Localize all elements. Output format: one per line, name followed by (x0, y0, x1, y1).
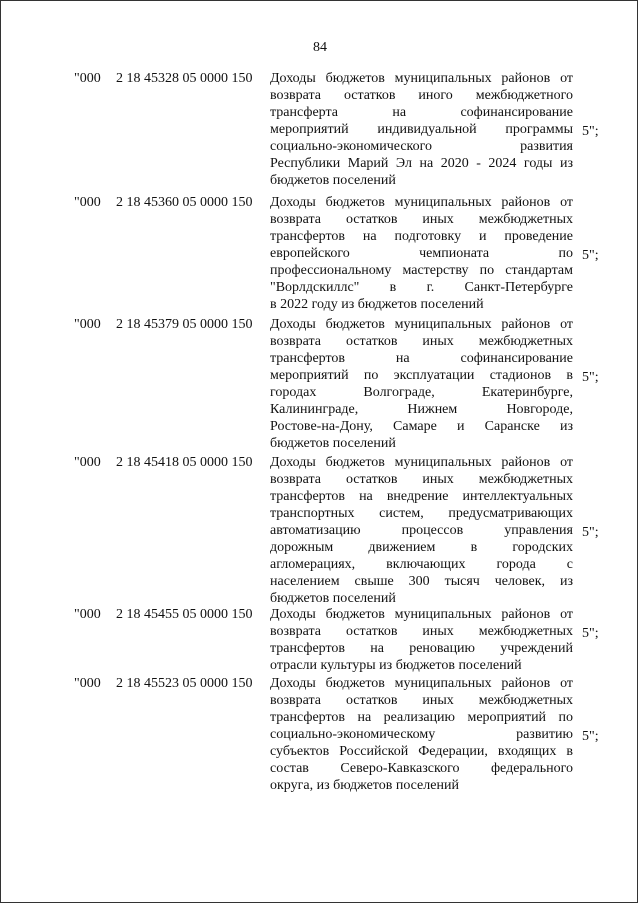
description-line: агломерациях, включающих города с (270, 557, 573, 572)
description-line: округа, из бюджетов поселений (270, 778, 459, 793)
budget-classification-code: 2 18 45455 05 0000 150 (116, 607, 253, 622)
description-line: населением свыше 300 тысяч человек, из (270, 574, 573, 589)
description-line: состав Северо-Кавказского федерального (270, 761, 573, 776)
description-line: дорожным движением в городских (270, 540, 573, 555)
revenue-description (270, 675, 573, 794)
revenue-description (270, 194, 573, 313)
normative-percent: 5"; (582, 626, 599, 641)
budget-classification-code: 2 18 45523 05 0000 150 (116, 676, 253, 691)
description-line: Доходы бюджетов муниципальных районов от (270, 195, 573, 210)
description-line: трансфертов на реновацию учреждений (270, 641, 573, 656)
description-line: мероприятий по эксплуатации стадионов в (270, 368, 573, 383)
description-line: Калининграде, Нижнем Новгороде, (270, 402, 573, 417)
budget-classification-code: 2 18 45379 05 0000 150 (116, 317, 253, 332)
description-line: трансфертов на реализацию мероприятий по (270, 710, 573, 725)
description-line: субъектов Российской Федерации, входящих в (270, 744, 573, 759)
description-line: автоматизацию процессов управления (270, 523, 573, 538)
description-line: в 2022 году из бюджетов поселений (270, 297, 484, 312)
admin-code: "000 (74, 676, 101, 691)
description-line: бюджетов поселений (270, 173, 396, 188)
description-line: бюджетов поселений (270, 591, 396, 606)
admin-code: "000 (74, 455, 101, 470)
description-line: европейского чемпионата по (270, 246, 573, 261)
budget-classification-code: 2 18 45360 05 0000 150 (116, 195, 253, 210)
description-line: профессиональному мастерству по стандартам (270, 263, 573, 278)
description-line: городах Волгограде, Екатеринбурге, (270, 385, 573, 400)
description-line: Доходы бюджетов муниципальных районов от (270, 71, 573, 86)
description-line: возврата остатков иных межбюджетных (270, 624, 573, 639)
description-line: Доходы бюджетов муниципальных районов от (270, 317, 573, 332)
description-line: трансфертов на внедрение интеллектуальных (270, 489, 573, 504)
description-line: "Ворлдскиллс" в г. Санкт-Петербурге (270, 280, 573, 295)
description-line: Доходы бюджетов муниципальных районов от (270, 455, 573, 470)
description-line: трансферта на софинансирование (270, 105, 573, 120)
admin-code: "000 (74, 317, 101, 332)
revenue-description (270, 454, 573, 607)
normative-percent: 5"; (582, 729, 599, 744)
description-line: социально-экономическому развитию (270, 727, 573, 742)
budget-classification-code: 2 18 45418 05 0000 150 (116, 455, 253, 470)
admin-code: "000 (74, 195, 101, 210)
description-line: возврата остатков иного межбюджетного (270, 88, 573, 103)
description-line: трансфертов на подготовку и проведение (270, 229, 573, 244)
revenue-description (270, 316, 573, 452)
admin-code: "000 (74, 607, 101, 622)
description-line: возврата остатков иных межбюджетных (270, 334, 573, 349)
description-line: трансфертов на софинансирование (270, 351, 573, 366)
description-line: Доходы бюджетов муниципальных районов от (270, 607, 573, 622)
description-line: Ростове-на-Дону, Самаре и Саранске из (270, 419, 573, 434)
revenue-description (270, 606, 573, 674)
page-number: 84 (313, 40, 327, 55)
normative-percent: 5"; (582, 124, 599, 139)
description-line: Доходы бюджетов муниципальных районов от (270, 676, 573, 691)
description-line: бюджетов поселений (270, 436, 396, 451)
budget-classification-code: 2 18 45328 05 0000 150 (116, 71, 253, 86)
normative-percent: 5"; (582, 248, 599, 263)
description-line: возврата остатков иных межбюджетных (270, 693, 573, 708)
normative-percent: 5"; (582, 370, 599, 385)
admin-code: "000 (74, 71, 101, 86)
description-line: социально-экономического развития (270, 139, 573, 154)
description-line: возврата остатков иных межбюджетных (270, 212, 573, 227)
description-line: мероприятий индивидуальной программы (270, 122, 573, 137)
description-line: Республики Марий Эл на 2020 - 2024 годы из (270, 156, 573, 171)
description-line: транспортных систем, предусматривающих (270, 506, 573, 521)
description-line: возврата остатков иных межбюджетных (270, 472, 573, 487)
revenue-description (270, 70, 573, 189)
normative-percent: 5"; (582, 525, 599, 540)
description-line: отрасли культуры из бюджетов поселений (270, 658, 522, 673)
